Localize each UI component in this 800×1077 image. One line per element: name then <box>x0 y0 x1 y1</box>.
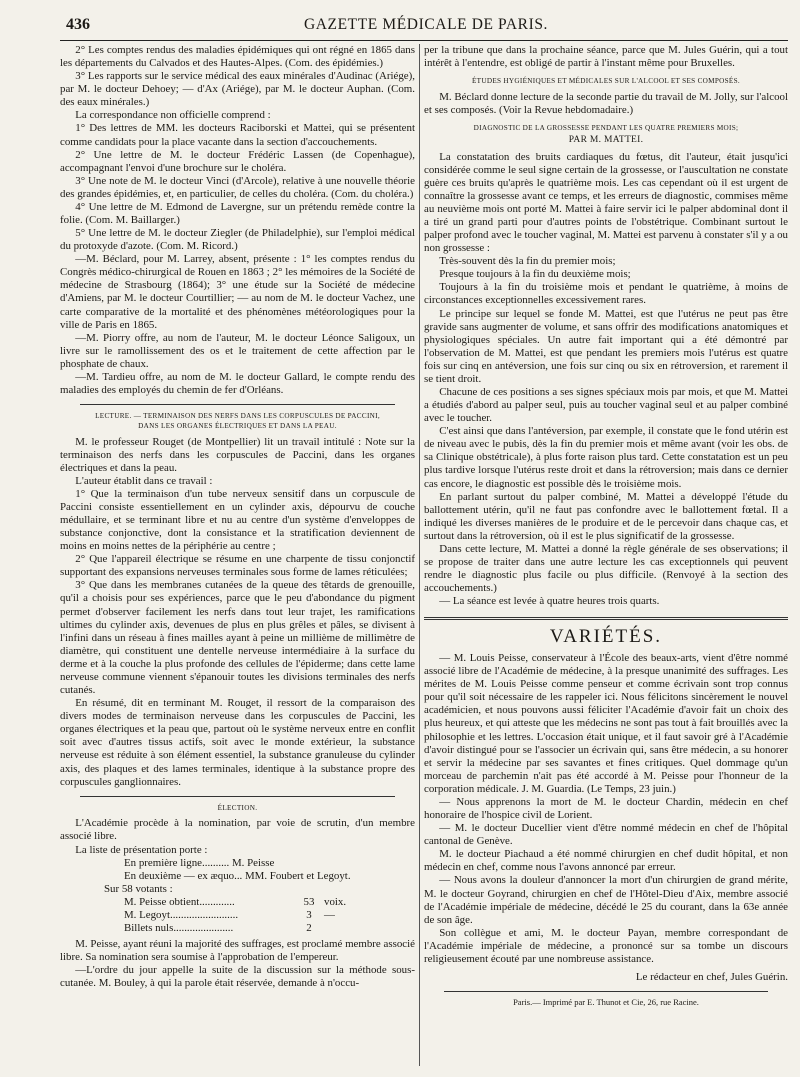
paragraph: L'auteur établit dans ce travail : <box>75 474 213 487</box>
paragraph: M. Béclard donne lecture de la seconde partie du travail de M. Jolly, sur l'alcool et ses composés. (Voir la Revue hebdomadaire.) <box>424 90 788 116</box>
vote-unit: — <box>324 908 335 921</box>
paragraph: En parlant surtout du palper combiné, M. Mattei a développé l'étude du ballottement utérin, qu'il ne faut pas confondre avec le ballottement fœtal. Il a indiqué les diverses manières de le produire et de le percevoir dans chaque cas, et surtout dans la rétroversion, où il est le plus significatif de la grossesse. <box>424 490 788 542</box>
list-item: Sur 58 votants : <box>104 882 173 895</box>
paragraph: —M. Béclard, pour M. Larrey, absent, présente : 1° les comptes rendus du Congrès médico-chirurgical de Rouen en 1863 ; 2° les mémoires de la Société de médecine de Strasbourg (1864); 3° une étude sur la Société de médecine d'Amiens, par M. le docteur Courtillier; — au nom de M. le docteur Vachez, une carte comparative de la mortalité et des phénomènes météorologiques pour la ville de Paris en 1865. <box>60 253 415 331</box>
vote-name: M. Legoyt......................... <box>124 908 239 921</box>
section-heading-diagnostic <box>424 124 788 147</box>
paragraph: 2° Les comptes rendus des maladies épidémiques qui ont régné en 1865 dans les départements du Calvados et des Hautes-Alpes. (Com. des épidémies.) <box>60 44 415 70</box>
section-heading-line: LECTURE. — TERMINAISON DES NERFS DANS LES CORPUSCULES DE PACCINI, <box>95 412 380 421</box>
imprint-rule <box>444 991 768 992</box>
vote-name: M. Peisse obtient............. <box>124 895 235 908</box>
left-column <box>60 44 415 1074</box>
list-item: En première ligne.......... M. Peisse <box>124 856 275 869</box>
section-divider <box>80 796 395 797</box>
section-divider <box>80 404 395 405</box>
section-heading-line: DIAGNOSTIC DE LA GROSSESSE PENDANT LES QUATRE PREMIERS MOIS; <box>473 124 739 133</box>
paragraph: M. Peisse, ayant réuni la majorité des suffrages, est proclamé membre associé libre. Sa nomination sera soumise à l'approbation de l'empereur. <box>60 938 415 964</box>
paragraph: La liste de présentation porte : <box>75 843 208 856</box>
column-rule <box>419 44 420 1066</box>
page-header <box>66 16 786 38</box>
section-heading-line: PAR M. MATTEI. <box>568 134 644 145</box>
paragraph: per la tribune que dans la prochaine séance, parce que M. Jules Guérin, qui a tout intérêt à l'entendre, est obligé de partir à l'instant même pour Bruxelles. <box>424 44 788 70</box>
paragraph: M. le professeur Rouget (de Montpellier) lit un travail intitulé : Note sur la terminaison des nerfs dans les corpuscules de Paccini, dans les organes électriques et dans la peau. <box>60 435 415 474</box>
paragraph: M. le docteur Piachaud a été nommé chirurgien en chef dudit hôpital, et non médecin en chef, comme nous l'avons annoncé par erreur. <box>424 848 788 874</box>
paragraph: — La séance est levée à quatre heures trois quarts. <box>439 595 660 608</box>
section-heading-line: DANS LES ORGANES ÉLECTRIQUES ET DANS LA PEAU. <box>138 421 337 430</box>
paragraph: —M. Tardieu offre, au nom de M. le docteur Gallard, le compte rendu des maladies des employés du chemin de fer d'Orléans. <box>60 370 415 397</box>
paragraph: 5° Une lettre de M. le docteur Ziegler (de Philadelphie), sur l'emploi médical du protoxyde d'azote. (Com. M. Ricord.) <box>60 227 415 253</box>
vote-count: 2 <box>306 922 312 934</box>
section-heading-alcool: ÉTUDES HYGIÉNIQUES ET MÉDICALES SUR L'ALCOOL ET SES COMPOSÉS. <box>471 77 741 86</box>
imprint: Paris.— Imprimé par E. Thunot et Cie, 26, rue Racine. <box>513 997 699 1008</box>
vote-name: Billets nuls...................... <box>124 922 234 934</box>
section-heading-lecture <box>60 412 415 431</box>
vote-unit <box>324 922 364 935</box>
varietes-title: VARIÉTÉS. <box>549 626 663 648</box>
paragraph: 1° Des lettres de MM. les docteurs Raciborski et Mattei, qui se présentent comme candidats pour la place vacante dans la section d'accouchements. <box>60 122 415 148</box>
paragraph: 3° Que dans les membranes cutanées de la queue des têtards de grenouille, qu'il a choisis pour ses expériences, parce que le peu d'abondance du pigment permet d'observer facilement les nerfs dans tout leur trajet, les ramifications ultimes du cylinder axis, devenues de plus en plus grêles et pâles, se divisent à l'infini dans un réseau à fines mailles ayant à peine un millième de millimètre de diamètre, qui constituent une dentelle nerveuse intermédiaire à la surface du derme et à la couche la plus profonde des cellules de l'épiderme; dans cette lame nerveuse commune viennent s'épanouir toutes les divisions terminales des nerfs cutanés. <box>60 579 415 697</box>
signature: Le rédacteur en chef, Jules Guérin. <box>635 970 788 983</box>
vote-row <box>60 896 415 909</box>
paragraph: C'est ainsi que dans l'antéversion, par exemple, il constate que le fond utérin est de niveau avec le pubis, dès la fin du premier mois et même avant (voir les obs. de sa Clinique obstétricale), à plus forte raison plus tard. Cette constatation est un peu plus tardive lorsque l'utérus reste droit et dans la rétroversion; mais dans ce dernier cas encore, le diagnostic est possible dès le troisième mois. <box>424 425 788 490</box>
paragraph: 3° Les rapports sur le service médical des eaux minérales d'Audinac (Ariége), par M. le docteur Dehoey; — d'Ax (Ariége), par M. le docteur Auphan. (Com. des eaux minérales.) <box>60 70 415 109</box>
paragraph: La correspondance non officielle comprend : <box>75 109 271 122</box>
paragraph: Le principe sur lequel se fonde M. Mattei, est que l'utérus ne peut pas être gravide sans augmenter de volume, et sans offrir des modifications anatomiques et physiologiques spéciales. Un autre fait important qui a été démontré par l'observation de M. Mattei, est que pendant les premiers mois l'utérus est quatre fois sur cinq en antéversion, une fois sur cinq ou six en rétroversion, et rarement il se tient droit. <box>424 307 788 385</box>
paragraph: — M. le docteur Ducellier vient d'être nommé médecin en chef de l'hôpital cantonal de Genève. <box>424 822 788 848</box>
vote-row <box>60 922 415 935</box>
journal-title: GAZETTE MÉDICALE DE PARIS. <box>303 16 549 33</box>
paragraph: —L'ordre du jour appelle la suite de la discussion sur la méthode sous-cutanée. M. Bouley, à qui la parole était réservée, demande à n'occu- <box>60 964 415 990</box>
paragraph: 3° Une note de M. le docteur Vinci (d'Arcole), relative à une nouvelle théorie des grandes épidémies, et, en particulier, de celles du choléra. (Com. du choléra.) <box>60 174 415 200</box>
paragraph: La constatation des bruits cardiaques du fœtus, dit l'auteur, était jusqu'ici considérée comme le seul signe certain de la grossesse, or l'auscultation ne constate guère ces bruits qu'après le quatrième mois. Les cas cependant où il est urgent de connaître la grossesse avant ce temps, et les erreurs de diagnostic, commises même au neuvième mois ont porté M. Mattei à faire servir ici le palper abdominal dont il a tiré un grand parti pour d'autres points de l'obstétrique. Combinant surtout le palper profond avec le toucher vaginal, M. Mattei est parvenu à constater s'il y a ou non grossesse : <box>424 150 788 255</box>
paragraph: Toujours à la fin du troisième mois et pendant le quatrième, à moins de circonstances exceptionnelles excessivement rares. <box>424 281 788 307</box>
paragraph: Dans cette lecture, M. Mattei a donné la règle générale de ses observations; il se propose de traiter dans une autre lecture les cas exceptionnels qui peuvent rendre le diagnostic plus facile ou plus difficile. (Renvoyé à la section des accouchements.) <box>424 542 788 595</box>
paragraph: — M. Louis Peisse, conservateur à l'École des beaux-arts, vient d'être nommé associé libre de l'Académie de médecine, à la presque unanimité des suffrages. Les mérites de M. Louis Peisse comme penseur et comme écrivain sont trop connus pour qu'il soit nécessaire de les rappeler ici. Nous félicitons sincèrement le nouvel académicien, et nous pouvons aussi féliciter l'Académie d'avoir fait un choix des plus heureux, et qui atteste que les médecins ne sont pas tout à fait brouillés avec la philosophie et les lettres. L'occasion était unique, et il faut savoir gré à l'Académie d'avoir distingué pour se l'associer un écrivain qui, sans être médecin, a su honorer et servir la médecine par ses savantes et fines critiques. Quel dommage qu'un morceau de parchemin n'ait pas été accordé à M. Peisse pour l'honneur de la corporation médicale. J. M. Guardia. (Le Temps, 23 juin.) <box>424 652 788 795</box>
vote-unit: voix. <box>324 895 347 908</box>
vote-row <box>60 909 415 922</box>
paragraph: — Nous avons la douleur d'annoncer la mort d'un chirurgien de grand mérite, M. le docteur Goyrand, chirurgien en chef de l'Hôtel-Dieu d'Aix, membre associé de l'Académie impériale de médecine, décédé le 25 du courant, dans la 63e année de son âge. <box>424 874 788 926</box>
paragraph: Presque toujours à la fin du deuxième mois; <box>439 268 631 281</box>
right-column <box>424 44 788 1074</box>
paragraph: Son collègue et ami, M. le docteur Payan, membre correspondant de l'Académie impériale de médecine, a prononcé sur sa tombe un discours religieusement écouté par une nombreuse assistance. <box>424 926 788 965</box>
page-number: 436 <box>66 16 90 33</box>
section-heading-election: ÉLECTION. <box>217 803 258 812</box>
paragraph: —M. Piorry offre, au nom de l'auteur, M. le docteur Léonce Saligoux, un livre sur le ramollissement des os et le traitement de cette affection par le phosphate de chaux. <box>60 331 415 370</box>
paragraph: L'Académie procède à la nomination, par voie de scrutin, d'un membre associé libre. <box>60 817 415 843</box>
vote-count: 3 <box>306 908 312 921</box>
paragraph: 4° Une lettre de M. Edmond de Lavergne, sur un prétendu remède contre la folie. (Com. M. Baillarger.) <box>60 200 415 227</box>
vote-count: 53 <box>303 895 315 908</box>
list-item: En deuxième — ex æquo... MM. Foubert et Legoyt. <box>124 869 351 882</box>
paragraph: En résumé, dit en terminant M. Rouget, il ressort de la comparaison des divers modes de terminaison nerveuse dans les corpuscules de Paccini, les organes électriques et la peau que, partout où le système nerveux entre en conflit soit avec d'autres tissus actifs, soit avec le monde extérieur, la substance nerveuse est réduite à son élément essentiel, la substance granuleuse du cylinder axis, des plaques et des lames terminales, identique à la substance propre des corpuscules ganglionnaires. <box>60 697 415 788</box>
header-rule <box>60 40 788 41</box>
section-divider <box>424 617 788 620</box>
paragraph: 2° Une lettre de M. le docteur Frédéric Lassen (de Copenhague), accompagnant l'envoi d'une brochure sur le choléra. <box>60 148 415 174</box>
paragraph: Chacune de ces positions a ses signes spéciaux mois par mois, et que M. Mattei a étudiés d'abord au palper seul, puis au toucher vaginal seul et au palper combiné avec le toucher. <box>424 385 788 425</box>
paragraph: 1° Que la terminaison d'un tube nerveux sensitif dans un corpuscule de Paccini consiste essentiellement en un cylinder axis, dépourvu de couche médullaire, et se terminant libre et nu au centre d'un système d'enveloppes de substance conjonctive, dont la consistance et la stratification deviennent de moins en moins nettes de la périphérie au centre ; <box>60 487 415 553</box>
paragraph: — Nous apprenons la mort de M. le docteur Chardin, médecin en chef honoraire de l'hospice civil de Lorient. <box>424 795 788 822</box>
paragraph: Très-souvent dès la fin du premier mois; <box>439 255 616 268</box>
paragraph: 2° Que l'appareil électrique se résume en une charpente de tissu conjonctif supportant des expansions nerveuses terminales sous forme de lames réticulées; <box>60 553 415 579</box>
